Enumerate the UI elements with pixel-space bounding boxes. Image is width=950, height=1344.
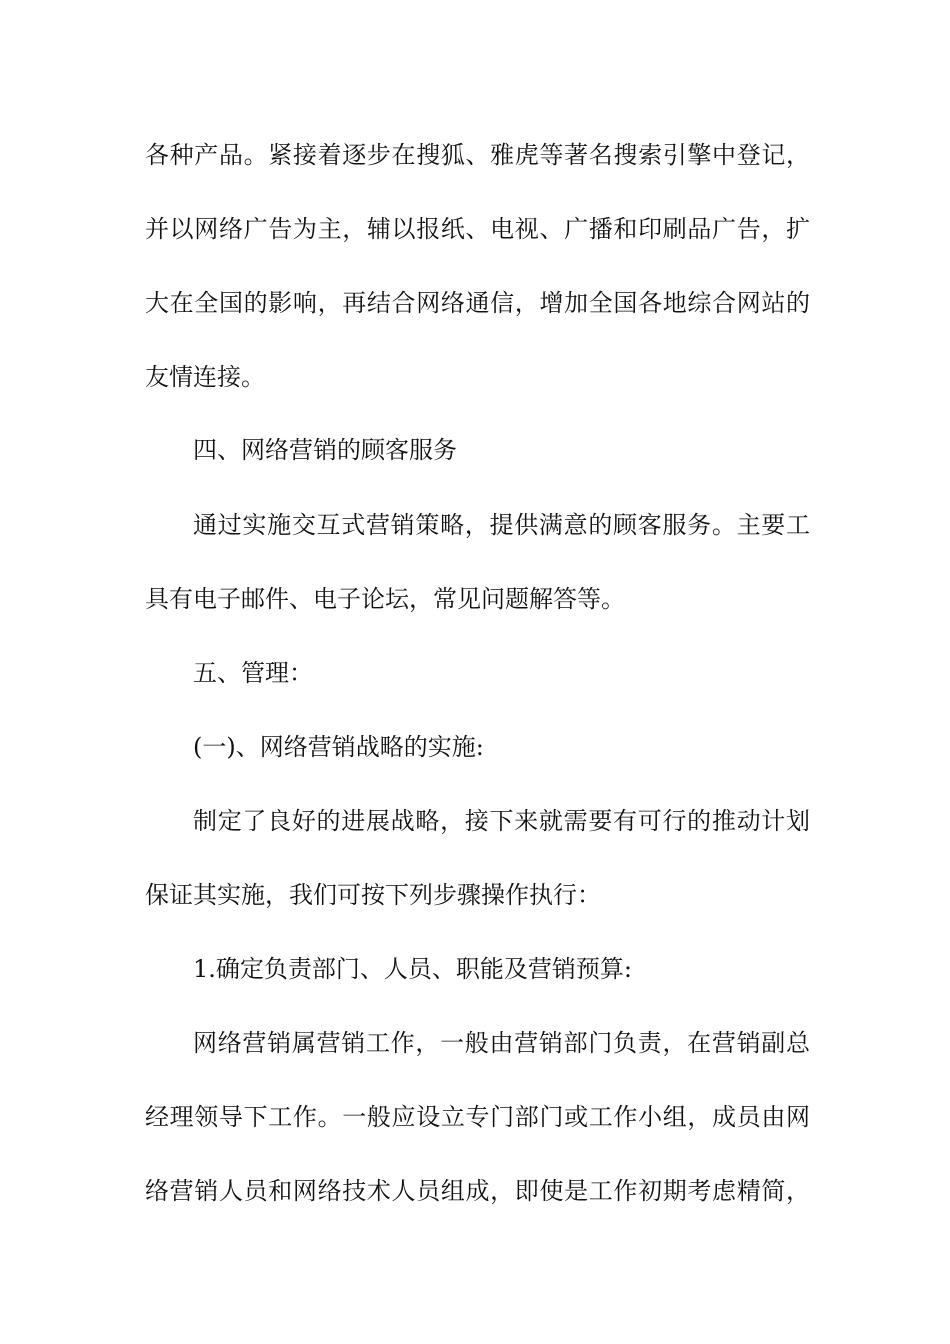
text-line: 网络营销属营销工作，一般由营销部门负责，在营销副总 [193,1029,810,1057]
text-line: 经理领导下工作。一般应设立专门部门或工作小组，成员由网 [145,1103,810,1131]
text-line: 并以网络广告为主，辅以报纸、电视、广播和印刷品广告，扩 [145,215,810,243]
text-line: 通过实施交互式营销策略，提供满意的顾客服务。主要工 [193,511,810,539]
text-line: 具有电子邮件、电子论坛，常见问题解答等。 [145,585,625,613]
text-line: 大在全国的影响，再结合网络通信，增加全国各地综合网站的 [145,289,810,317]
text-line: 络营销人员和网络技术人员组成，即使是工作初期考虑精简， [145,1177,810,1205]
list-item-heading: 1.确定负责部门、人员、职能及营销预算: [193,955,632,983]
text-line: 各种产品。紧接着逐步在搜狐、雅虎等著名搜索引擎中登记， [145,141,810,169]
text-line: 友情连接。 [145,363,265,391]
text-line: 制定了良好的进展战略，接下来就需要有可行的推动计划 [193,807,810,835]
text-line: 保证其实施，我们可按下列步骤操作执行： [145,881,601,909]
section-heading: 五、管理： [193,659,313,687]
subsection-heading: (一)、网络营销战略的实施: [193,733,484,761]
section-heading: 四、网络营销的顾客服务 [193,436,457,464]
